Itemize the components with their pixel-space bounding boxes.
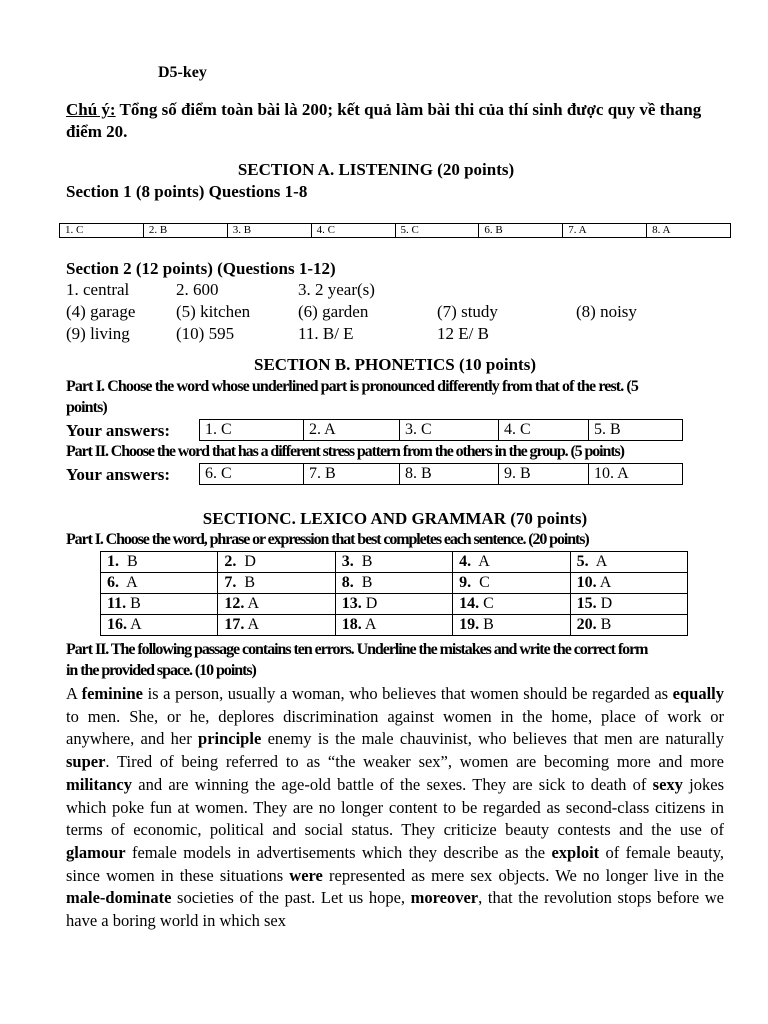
section-2-answer: 3. 2 year(s) (298, 280, 375, 299)
phonetics-part-2-answer-table (199, 463, 683, 485)
answer-cell: 5. C (395, 224, 479, 238)
passage-text: jokes which poke fun at women. They are no longer content to be regarded as second-class citizens in terms of economic, political and social status. They criticize beauty contests and the use of (66, 774, 724, 840)
error-word: were (289, 865, 323, 885)
section-c-title: SECTIONC. LEXICO AND GRAMMAR (70 points) (202, 509, 588, 528)
grid-cell: 20. B (570, 615, 687, 636)
passage-text: , that the revolution stops before we have a boring world in which sex (66, 888, 724, 931)
grid-cell: 10. A (570, 573, 687, 594)
grid-cell: 3. B (335, 552, 452, 573)
error-word: militancy (66, 774, 132, 794)
error-correction-passage (66, 683, 724, 933)
grid-cell: 2. D (218, 552, 335, 573)
grid-cell: 11. B (101, 594, 218, 615)
passage-text: societies of the past. Let us hope, (171, 888, 411, 908)
phonetics-part-1-title: Part I. Choose the word whose underlined part is pronounced differently from that of the rest. (5 (66, 378, 638, 395)
section-2-title: Section 2 (12 points) (Questions 1-12) (66, 259, 336, 278)
error-word: feminine (81, 684, 144, 703)
answer-cell: 6. C (200, 464, 304, 485)
grid-cell: 19. B (453, 615, 570, 636)
section-2-row (66, 301, 726, 323)
phonetics-part-2-title: Part II. Choose the word that has a different stress pattern from the others in the group. (5 points) (66, 443, 624, 460)
passage-text: of female beauty, since women in these situations (66, 842, 724, 885)
grid-cell: 12. A (218, 594, 335, 615)
error-word: exploit (551, 842, 600, 862)
answer-cell: 7. B (304, 464, 400, 485)
grid-cell: 1. B (101, 552, 218, 573)
section-1-title: Section 1 (8 points) Questions 1-8 (66, 182, 308, 201)
answer-cell: 9. B (499, 464, 589, 485)
phonetics-part-1-title-cont: points) (66, 399, 107, 416)
passage-text: A (66, 684, 82, 703)
section-2-answer: 11. B/ E (298, 324, 354, 343)
error-word: glamour (66, 842, 126, 862)
grid-cell: 8. B (335, 573, 452, 594)
section-2-row (66, 279, 726, 301)
answer-cell: 7. A (563, 224, 647, 238)
passage-text: represented as mere sex objects. We no longer live in the (322, 865, 724, 885)
passage-text: and are winning the age-old battle of the sexes. They are sick to death of (132, 774, 653, 794)
section-2-answer: 1. central (66, 280, 130, 299)
section-a-title: SECTION A. LISTENING (20 points) (237, 160, 515, 179)
error-word: sexy (652, 774, 683, 794)
grid-cell: 15. D (570, 594, 687, 615)
section-2-answer: 2. 600 (176, 280, 219, 299)
grid-cell: 16. A (101, 615, 218, 636)
passage-text: to men. She, or he, deplores discrimination against women in the home, place of work or anywhere, and her (66, 706, 724, 749)
answer-cell: 6. B (479, 224, 563, 238)
answers-label: Your answers: (66, 465, 171, 484)
grid-cell: 4. A (453, 552, 570, 573)
section-2-answer: (6) garden (298, 302, 369, 321)
section-2-answer: (4) garage (66, 302, 136, 321)
error-word: equally (672, 684, 724, 703)
grammar-part-2-title: Part II. The following passage contains ten errors. Underline the mistakes and write the correct form (66, 641, 648, 658)
grid-cell: 13. D (335, 594, 452, 615)
doc-code: D5-key (158, 64, 207, 81)
error-word: male-dominate (66, 888, 172, 908)
error-word: moreover (410, 888, 479, 908)
passage-text: . Tired of being referred to as “the weaker sex”, women are becoming more and more (105, 752, 724, 772)
grid-cell: 6. A (101, 573, 218, 594)
passage-text: is a person, usually a woman, who believes that women should be regarded as (143, 684, 673, 703)
answer-cell: 3. C (400, 420, 499, 441)
answer-cell: 4. C (311, 224, 395, 238)
answer-cell: 2. A (304, 420, 400, 441)
note-text: Tổng số điểm toàn bài là 200; kết quả làm bài thi của thí sinh được quy về thang điểm 20. (66, 100, 702, 141)
section-2-answer: 12 E/ B (437, 324, 489, 343)
section-2-answer: (9) living (66, 324, 130, 343)
section-2-answer: (10) 595 (176, 324, 235, 343)
answer-cell: 10. A (589, 464, 683, 485)
grid-cell: 14. C (453, 594, 570, 615)
section-1-answer-table (59, 223, 731, 238)
answer-cell: 2. B (143, 224, 227, 238)
answer-cell: 5. B (589, 420, 683, 441)
grammar-part-2-title-cont: in the provided space. (10 points) (66, 662, 256, 679)
passage-text: female models in advertisements which they describe as the (125, 842, 552, 862)
answer-cell: 8. B (400, 464, 499, 485)
section-2-answer: (7) study (437, 302, 498, 321)
passage-text: enemy is the male chauvinist, who believes that men are naturally (261, 729, 724, 749)
section-2-row (66, 323, 726, 345)
grid-cell: 17. A (218, 615, 335, 636)
grammar-answer-grid (100, 551, 688, 636)
grid-cell: 5. A (570, 552, 687, 573)
section-2-answer: (5) kitchen (176, 302, 251, 321)
grid-cell: 7. B (218, 573, 335, 594)
answer-cell: 8. A (647, 224, 731, 238)
answer-cell: 1. C (60, 224, 144, 238)
phonetics-part-1-answer-table (199, 419, 683, 441)
note-paragraph (66, 99, 716, 143)
answer-cell: 4. C (499, 420, 589, 441)
grid-cell: 9. C (453, 573, 570, 594)
grammar-part-1-title: Part I. Choose the word, phrase or expression that best completes each sentence. (20 points) (66, 531, 589, 548)
error-word: super (66, 752, 106, 772)
answer-cell: 1. C (200, 420, 304, 441)
section-2-answer: (8) noisy (576, 302, 637, 321)
answers-label: Your answers: (66, 421, 171, 440)
section-b-title: SECTION B. PHONETICS (10 points) (254, 355, 536, 374)
answer-cell: 3. B (227, 224, 311, 238)
grid-cell: 18. A (335, 615, 452, 636)
error-word: principle (198, 729, 262, 749)
note-label: Chú ý: (66, 100, 116, 119)
